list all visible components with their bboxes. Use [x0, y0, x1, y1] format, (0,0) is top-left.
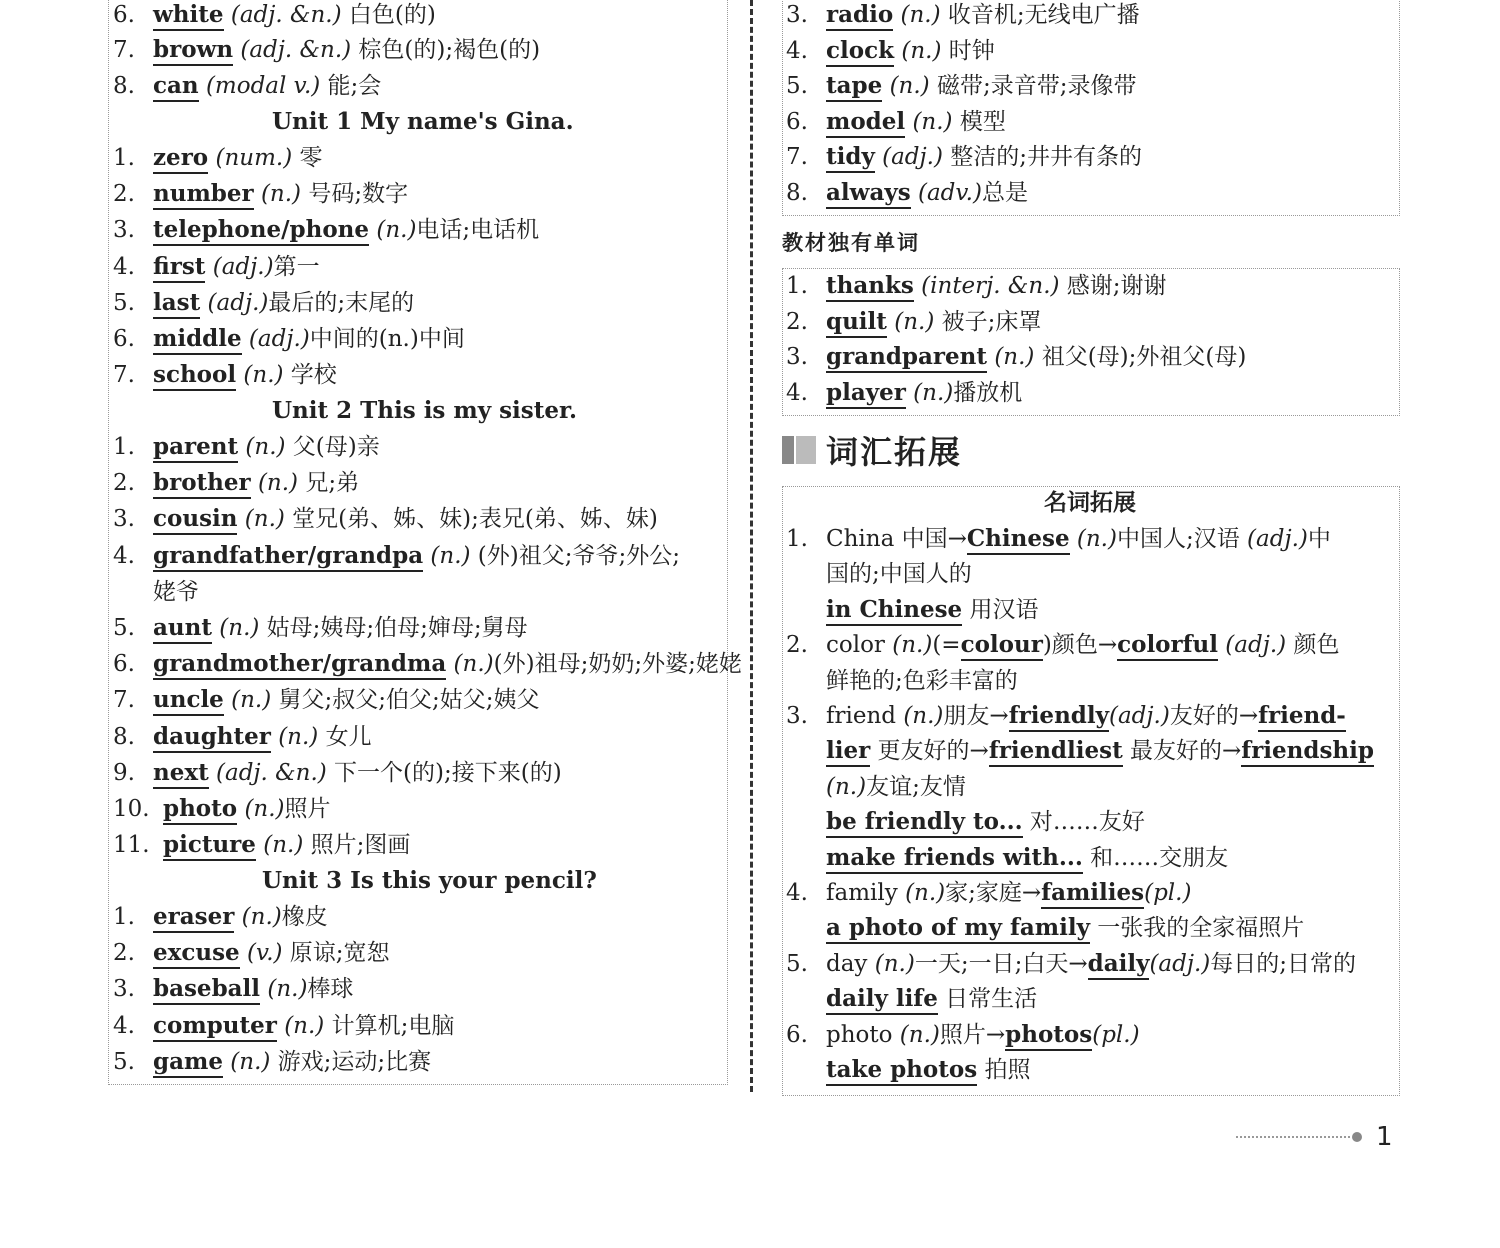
vocab-word: player [826, 379, 906, 409]
vocab-item [113, 974, 353, 1004]
vocab-word: excuse [153, 939, 240, 969]
extension-text: friend [826, 703, 904, 729]
vocab-word: picture [163, 831, 256, 861]
vocab-word: daily life [826, 985, 938, 1015]
part-of-speech: (n.) [899, 1021, 940, 1048]
item-number: 2. [113, 181, 135, 208]
unit2-heading: Unit 2 This is my sister. [272, 397, 577, 424]
word-meaning: 整洁的;井井有条的 [942, 144, 1143, 170]
part-of-speech: (n.) [889, 73, 930, 99]
extension-text: 家;家庭→ [945, 880, 1042, 906]
word-meaning: 总是 [981, 179, 1028, 206]
vocab-word: tape [826, 72, 882, 102]
vocab-item [113, 252, 320, 282]
section-title [782, 430, 962, 470]
vocab-item [113, 0, 436, 30]
word-meaning: 父(母)亲 [285, 434, 380, 460]
extension-text: 照片→ [939, 1021, 1006, 1048]
part-of-speech: (adj.) [1108, 703, 1170, 729]
vocab-item [113, 468, 359, 498]
vocab-item [786, 71, 1136, 101]
part-of-speech: (n.) [278, 723, 319, 750]
item-number: 1. [113, 904, 135, 930]
extension-line [786, 843, 1228, 873]
vocab-item [113, 71, 381, 101]
item-number: 6. [113, 2, 135, 28]
extension-line [786, 630, 1339, 660]
item-number: 8. [786, 179, 808, 206]
vocab-word: number [153, 180, 254, 210]
item-number: 5. [786, 73, 808, 99]
vocab-word: grandmother/grandma [153, 650, 446, 680]
vocab-word: school [153, 361, 236, 391]
section-title-text: 词汇拓展 [826, 433, 963, 471]
item-number: 8. [113, 723, 135, 750]
word-meaning: 感谢;谢谢 [1059, 273, 1167, 299]
item-number: 4. [113, 253, 135, 280]
part-of-speech: (n.) [892, 632, 933, 659]
vocab-word: cousin [153, 505, 237, 535]
word-meaning: 兄;弟 [298, 470, 360, 497]
vocab-word: can [153, 72, 199, 102]
part-of-speech: (modal v.) [205, 73, 321, 99]
extension-text: day [826, 950, 875, 977]
item-number: 2. [786, 632, 808, 659]
column-divider [750, 0, 753, 1092]
vocab-word: families [1041, 879, 1144, 909]
item-number: 2. [113, 470, 135, 497]
part-of-speech: (n.) [1069, 526, 1117, 552]
vocab-item [786, 178, 1028, 208]
extension-line [786, 913, 1304, 943]
vocab-word: daughter [153, 723, 271, 753]
vocab-item [786, 107, 1006, 137]
vocab-item [113, 432, 380, 462]
vocab-item [113, 1011, 454, 1041]
part-of-speech: (n.) [245, 434, 286, 460]
vocab-item [113, 613, 528, 643]
item-number: 6. [113, 651, 135, 678]
part-of-speech: (adj.) [1218, 632, 1287, 659]
part-of-speech: (n.) [257, 470, 299, 497]
extension-text: 国的;中国人的 [826, 561, 972, 588]
part-of-speech: (n.) [260, 181, 302, 208]
vocab-word: friendliest [989, 737, 1123, 767]
extension-line [786, 595, 1038, 625]
part-of-speech: (n.) [994, 344, 1035, 370]
vocab-word: in Chinese [826, 596, 962, 626]
part-of-speech: (n.) [241, 904, 282, 930]
word-meaning: 照片 [284, 796, 331, 822]
extension-text: 更友好的→ [870, 738, 989, 765]
vocab-word: middle [153, 325, 242, 355]
extension-text: 中 [1307, 526, 1331, 552]
extension-text: 对……友好 [1022, 809, 1145, 836]
page-footer [1236, 1122, 1393, 1152]
vocab-item [786, 307, 1041, 337]
word-meaning: 棒球 [307, 976, 354, 1003]
word-meaning: 时钟 [941, 37, 995, 64]
word-meaning: 号码;数字 [301, 181, 409, 208]
extension-line [786, 559, 972, 589]
vocab-word: aunt [153, 614, 212, 644]
vocab-word: brown [153, 36, 233, 66]
word-meaning: 计算机;电脑 [324, 1012, 455, 1039]
part-of-speech: (adj. &n.) [240, 37, 352, 63]
part-of-speech: (n.) [453, 651, 494, 678]
page-number: 1 [1376, 1122, 1393, 1152]
vocab-item [113, 35, 540, 65]
extension-line [786, 807, 1145, 837]
vocab-word: friendship [1241, 737, 1374, 767]
vocab-item [786, 0, 1140, 30]
extension-text: photo [826, 1021, 900, 1048]
part-of-speech: (n.) [430, 542, 471, 569]
part-of-speech: (n.) [244, 506, 285, 533]
vocab-word: last [153, 289, 200, 319]
part-of-speech: (v.) [246, 940, 283, 967]
item-number: 4. [786, 37, 808, 64]
part-of-speech: (pl.) [1092, 1021, 1140, 1048]
item-number: 2. [786, 308, 808, 335]
part-of-speech: (adj.) [248, 326, 310, 352]
extension-text: China 中国→ [826, 526, 967, 552]
vocab-item [786, 342, 1246, 372]
vocab-word: Chinese [967, 525, 1070, 555]
vocab-word: daily [1088, 950, 1150, 980]
item-number: 11. [113, 832, 150, 859]
part-of-speech: (n.) [376, 217, 417, 244]
section-marker-shade [796, 436, 816, 464]
word-meaning: 原谅;宽恕 [282, 940, 390, 967]
part-of-speech: (n.) [231, 687, 272, 714]
item-number: 1. [113, 434, 135, 460]
word-meaning: 被子;床罩 [934, 308, 1042, 335]
item-number: 3. [786, 703, 808, 729]
word-meaning: (外)祖母;奶奶;外婆;姥姥 [493, 651, 742, 678]
vocab-word: make friends with... [826, 844, 1083, 874]
vocab-item [113, 722, 372, 752]
part-of-speech: (n.) [912, 108, 953, 135]
part-of-speech: (n.) [913, 379, 954, 406]
vocab-word: take photos [826, 1056, 977, 1086]
item-number: 4. [113, 1012, 135, 1039]
vocab-word: photos [1005, 1021, 1092, 1051]
part-of-speech: (n.) [901, 37, 942, 64]
extension-text: (= [932, 632, 961, 659]
vocab-item [113, 758, 562, 788]
extension-text: )颜色→ [1042, 632, 1118, 659]
word-meaning: 白色(的) [341, 2, 436, 28]
item-number: 3. [113, 217, 135, 244]
vocab-word: friendly [1009, 702, 1109, 732]
extension-text: 每日的;日常的 [1210, 950, 1357, 977]
word-meaning: 学校 [283, 362, 337, 389]
vocab-word: grandparent [826, 343, 987, 373]
extension-text: 一张我的全家福照片 [1089, 915, 1305, 942]
word-meaning: 舅父;叔父;伯父;姑父;姨父 [271, 687, 540, 714]
vocab-word: clock [826, 37, 894, 67]
noun-extension-heading: 名词拓展 [1044, 489, 1136, 516]
extension-text: family [826, 880, 906, 906]
vocab-word: eraser [153, 903, 234, 933]
vocab-item [113, 902, 328, 932]
vocab-item [113, 360, 337, 390]
extension-text: 友谊;友情 [866, 773, 966, 800]
item-number: 4. [786, 880, 808, 906]
vocab-word: zero [153, 144, 208, 174]
vocab-word: colorful [1117, 631, 1218, 661]
part-of-speech: (adj.) [1149, 950, 1211, 977]
part-of-speech: (n.) [230, 1048, 271, 1075]
item-number: 6. [113, 326, 135, 352]
item-number: 5. [113, 289, 135, 316]
extension-line [786, 949, 1356, 979]
extension-line [786, 878, 1191, 908]
word-meaning: 电话;电话机 [416, 217, 540, 244]
item-number: 5. [786, 950, 808, 977]
part-of-speech: (n.) [219, 615, 260, 641]
vocab-word: game [153, 1048, 223, 1078]
word-meaning: 祖父(母);外祖父(母) [1034, 344, 1247, 370]
item-number: 5. [113, 615, 135, 641]
vocab-word: a photo of my family [826, 914, 1090, 944]
footer-dot-icon [1352, 1132, 1362, 1142]
part-of-speech: (adj.) [207, 289, 269, 316]
unit1-heading: Unit 1 My name's Gina. [272, 108, 574, 135]
word-meaning: 女儿 [318, 723, 372, 750]
extension-line [786, 701, 1346, 731]
extension-text: 日常生活 [937, 986, 1038, 1013]
item-number: 7. [113, 362, 135, 389]
word-meaning: 姑母;姨母;伯母;婶母;舅母 [259, 615, 528, 641]
extension-line [786, 524, 1331, 554]
item-number: 7. [786, 144, 808, 170]
vocab-word: lier [826, 737, 870, 767]
part-of-speech: (n.) [826, 773, 867, 800]
vocab-item [113, 179, 408, 209]
item-number: 6. [786, 108, 808, 135]
word-meaning: 磁带;录音带;录像带 [929, 73, 1137, 99]
part-of-speech: (adj.) [1247, 526, 1308, 552]
vocab-word: white [153, 1, 224, 31]
part-of-speech: (n.) [894, 308, 935, 335]
extension-text: 友好的→ [1169, 703, 1259, 729]
part-of-speech: (adv.) [917, 179, 982, 206]
word-meaning: 棕色(的);褐色(的) [351, 37, 541, 63]
word-meaning: 游戏;运动;比赛 [270, 1048, 432, 1075]
vocab-item [113, 577, 199, 607]
word-meaning: 第一 [273, 253, 320, 280]
part-of-speech: (n.) [903, 703, 944, 729]
extension-text: 中国人;汉语 [1116, 526, 1248, 552]
word-meaning: 能;会 [320, 73, 382, 99]
extension-text: color [826, 632, 893, 659]
unit3-heading: Unit 3 Is this your pencil? [262, 867, 597, 894]
word-meaning: 照片;图画 [303, 832, 411, 859]
item-number: 1. [786, 526, 808, 552]
extension-text: 朋友→ [943, 703, 1009, 729]
item-number: 8. [113, 73, 135, 99]
extension-text: 颜色 [1286, 632, 1340, 659]
part-of-speech: (interj. &n.) [921, 273, 1060, 299]
extension-line [786, 1055, 1030, 1085]
vocab-word: telephone/phone [153, 216, 369, 246]
word-meaning: 收音机;无线电广播 [940, 2, 1140, 28]
vocab-item [113, 288, 414, 318]
vocab-item [786, 142, 1142, 172]
unique-words-heading: 教材独有单词 [782, 230, 920, 255]
extension-line [786, 666, 1018, 696]
word-meaning: 零 [292, 145, 323, 171]
word-meaning: 橡皮 [281, 904, 328, 930]
word-meaning: 下一个(的);接下来(的) [326, 759, 562, 786]
part-of-speech: (n.) [874, 950, 915, 977]
vocab-word: radio [826, 1, 893, 31]
part-of-speech: (n.) [243, 362, 284, 389]
item-number: 5. [113, 1048, 135, 1075]
vocab-word: brother [153, 469, 251, 499]
extension-text: 最友好的→ [1122, 738, 1242, 765]
extension-text: 拍照 [977, 1057, 1031, 1083]
vocab-item [113, 938, 390, 968]
item-number: 7. [113, 687, 135, 714]
part-of-speech: (num.) [215, 145, 293, 171]
item-number: 4. [113, 542, 135, 569]
word-meaning: 最后的;末尾的 [268, 289, 415, 316]
vocab-item [113, 541, 680, 571]
vocab-item [113, 830, 410, 860]
item-number: 1. [113, 145, 135, 171]
extension-text: 和……交朋友 [1082, 844, 1229, 871]
item-number: 2. [113, 940, 135, 967]
item-number: 4. [786, 379, 808, 406]
vocab-item [113, 504, 658, 534]
part-of-speech: (adj.) [212, 253, 274, 280]
part-of-speech: (pl.) [1144, 880, 1192, 906]
vocab-word: tidy [826, 143, 875, 173]
part-of-speech: (n.) [284, 1012, 325, 1039]
item-number: 3. [113, 976, 135, 1003]
vocab-item [786, 378, 1022, 408]
vocab-word: quilt [826, 308, 887, 338]
vocab-word: always [826, 179, 911, 209]
part-of-speech: (adj. &n.) [216, 759, 327, 786]
part-of-speech: (n.) [905, 880, 946, 906]
word-meaning: 堂兄(弟、姊、妹);表兄(弟、姊、妹) [284, 506, 658, 533]
item-number: 3. [786, 344, 808, 370]
part-of-speech: (adj. &n.) [230, 2, 342, 28]
extension-line [786, 1020, 1140, 1050]
vocab-word: be friendly to... [826, 808, 1023, 838]
item-number: 10. [113, 796, 150, 822]
item-number: 9. [113, 759, 135, 786]
vocab-word: first [153, 253, 205, 283]
vocab-item [113, 649, 742, 679]
vocab-word: photo [163, 795, 237, 825]
footer-dotted-line [1236, 1136, 1350, 1138]
vocab-word: next [153, 759, 209, 789]
word-meaning: 中间的(n.)中间 [309, 326, 465, 352]
word-meaning: (外)祖父;爷爷;外公; [470, 542, 680, 569]
part-of-speech: (n.) [900, 2, 941, 28]
section-marker-icon [782, 436, 794, 464]
vocab-word: parent [153, 433, 238, 463]
vocab-word: uncle [153, 686, 224, 716]
item-number: 7. [113, 37, 135, 63]
extension-line [786, 772, 966, 802]
vocab-word: baseball [153, 975, 260, 1005]
vocab-item [113, 143, 322, 173]
vocab-word: friend- [1258, 702, 1346, 732]
word-meaning: 播放机 [953, 379, 1023, 406]
vocab-item [786, 271, 1167, 301]
item-number: 3. [786, 2, 808, 28]
part-of-speech: (n.) [244, 796, 285, 822]
part-of-speech: (n.) [267, 976, 308, 1003]
vocab-item [113, 794, 331, 824]
extension-text: 用汉语 [962, 596, 1039, 623]
vocab-word: model [826, 108, 905, 138]
extension-text: 鲜艳的;色彩丰富的 [826, 667, 1018, 694]
vocab-word: thanks [826, 272, 914, 302]
vocab-item [113, 215, 539, 245]
vocab-item [113, 1047, 431, 1077]
extension-line [786, 736, 1374, 766]
vocab-word: grandfather/grandpa [153, 542, 423, 572]
item-number: 1. [786, 273, 808, 299]
vocab-item [113, 324, 465, 354]
item-number: 3. [113, 506, 135, 533]
extension-line [786, 984, 1037, 1014]
vocab-item [113, 685, 540, 715]
vocab-item [786, 36, 995, 66]
word-meaning: 模型 [952, 108, 1006, 135]
extension-text: 一天;一日;白天→ [914, 950, 1088, 977]
vocab-word: computer [153, 1012, 277, 1042]
part-of-speech: (adj.) [882, 144, 943, 170]
part-of-speech: (n.) [263, 832, 304, 859]
vocab-word: colour [961, 631, 1043, 661]
item-number: 6. [786, 1021, 808, 1048]
word-meaning: 姥爷 [153, 578, 199, 605]
